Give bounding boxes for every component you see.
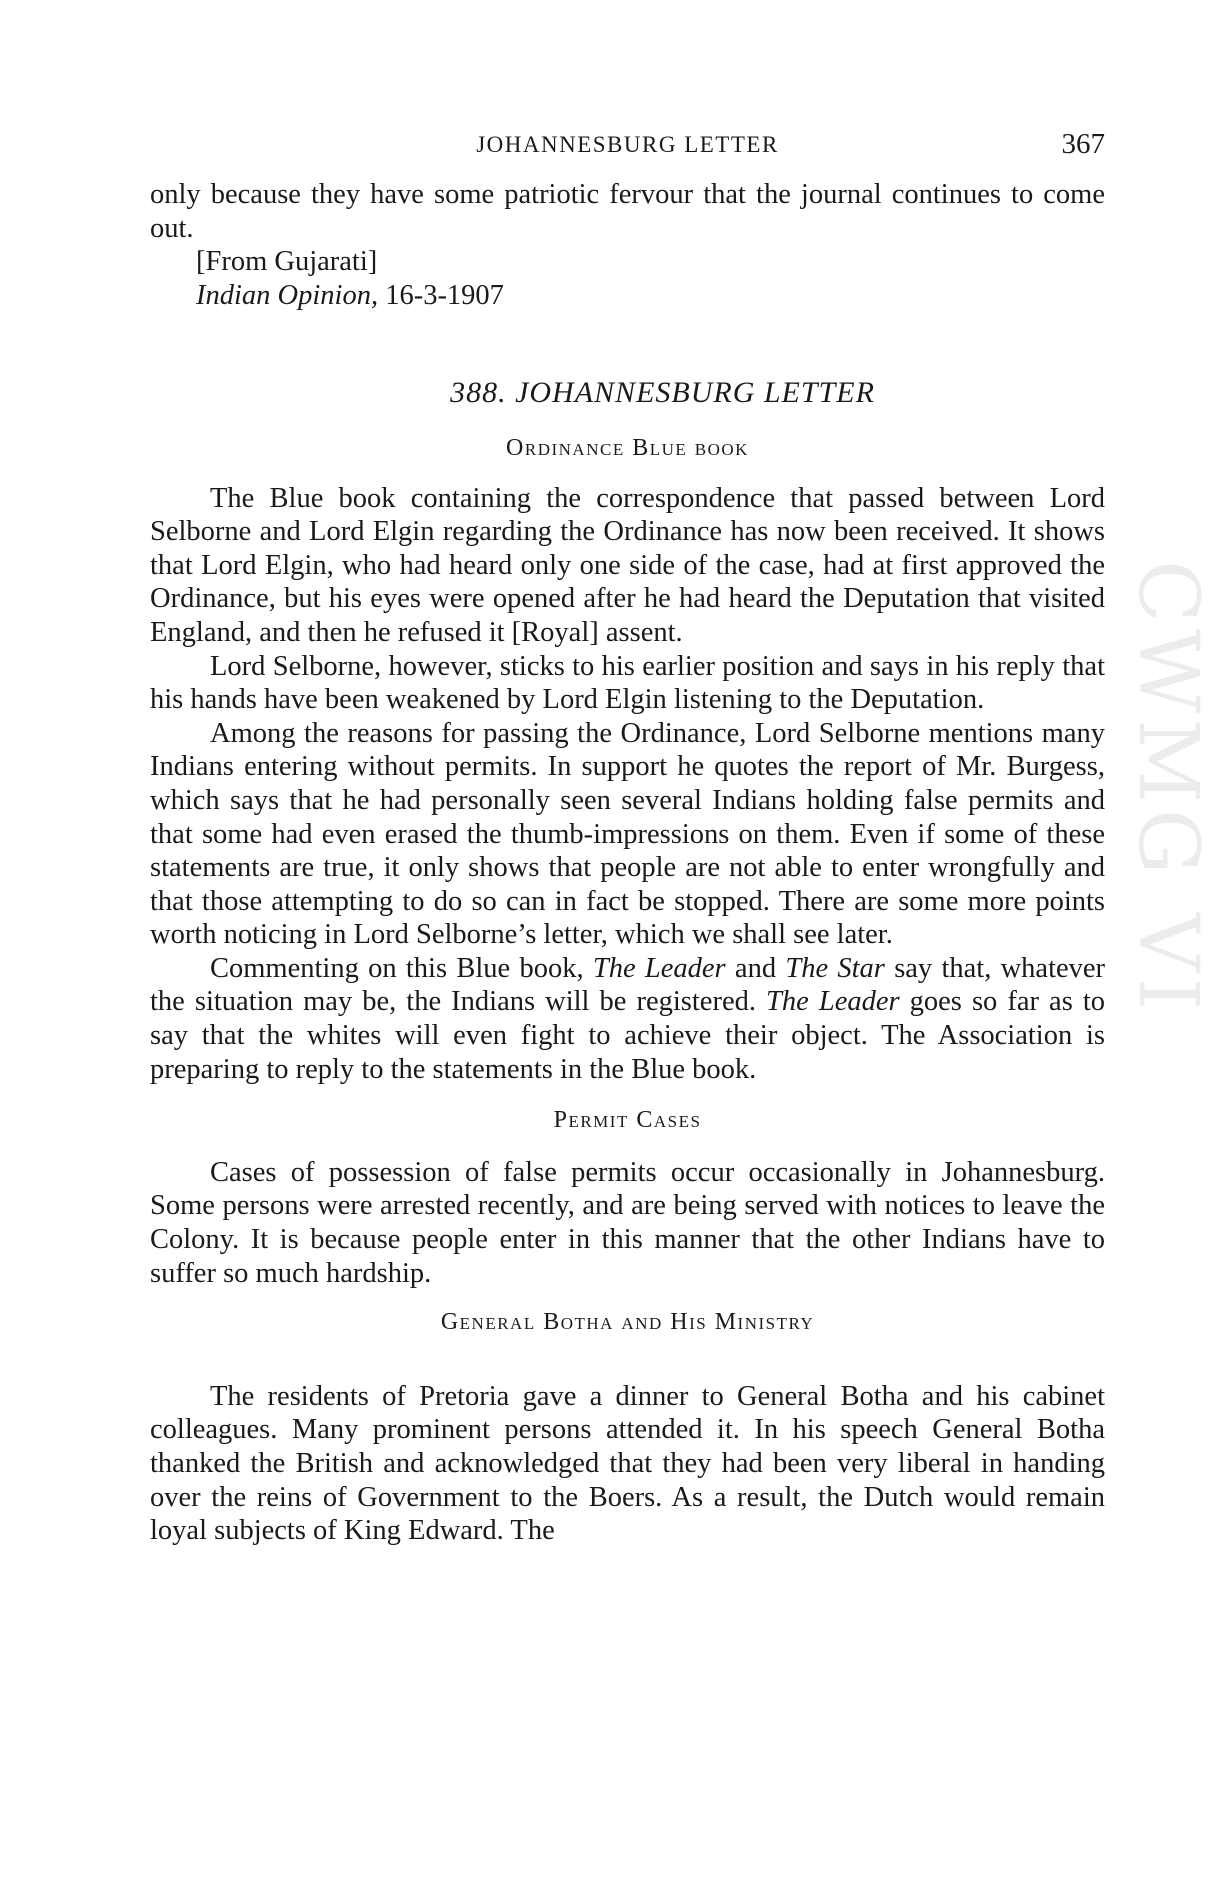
article-number: 388. xyxy=(450,376,507,410)
article-title-text: JOHANNESBURG LETTER xyxy=(515,376,875,410)
paragraph: The residents of Pretoria gave a dinner to General Botha and his cabinet colleagues. Many prominent persons attended it. In his speech General Botha thanked the British and acknowledged that they had been very liberal in handing over the reins of Government to the Boers. As a result, the Dutch would remain loyal subjects of King Edward. The xyxy=(150,1380,1105,1547)
citation-title: Indian Opinion, xyxy=(196,279,379,311)
paragraph-text: Commenting on this Blue book, xyxy=(210,952,584,984)
paragraph-text: and xyxy=(734,952,777,984)
running-head: JOHANNESBURG LETTER xyxy=(476,132,779,157)
section-heading: Permit Cases xyxy=(553,1107,702,1134)
citation-date: 16-3-1907 xyxy=(385,279,504,311)
watermark: CWMG VI xyxy=(1120,560,1215,1017)
section-heading: General Botha and His Ministry xyxy=(440,1309,815,1336)
newspaper-title: The Leader xyxy=(592,952,726,984)
paragraph: Cases of possession of false permits occur occasionally in Johannesburg. Some persons were arrested recently, and are being served with notices to leave the Colony. It is because people enter in this manner that the other Indians have to suffer so much hardship. xyxy=(150,1156,1105,1289)
page-body xyxy=(150,178,1105,1548)
citation xyxy=(150,279,1105,313)
paragraph-text: say that, whatever the situation may be, the Indians will be registered. xyxy=(150,952,1106,1018)
paragraph xyxy=(150,952,1105,1086)
paragraph-text: goes so far as to say that the whites will even fight to achieve their object. The Association is preparing to reply to the statements in the Blue book. xyxy=(150,986,1106,1085)
source-note: [From Gujarati] xyxy=(196,246,378,278)
previous-article-text: only because they have some patriotic fervour that the journal continues to come out. xyxy=(150,179,1105,244)
newspaper-title: The Star xyxy=(785,952,885,984)
paragraph: Lord Selborne, however, sticks to his earlier position and says in his reply that his hands have been weakened by Lord Elgin listening to the Deputation. xyxy=(150,650,1105,716)
paragraph: The Blue book containing the correspondence that passed between Lord Selborne and Lord Elgin regarding the Ordinance has now been received. It shows that Lord Elgin, who had heard only one side of the case, had at first approved the Ordinance, but his eyes were opened after he had heard the Deputation that visited England, and then he refused it [Royal] assent. xyxy=(150,482,1105,648)
paragraph: Among the reasons for passing the Ordinance, Lord Selborne mentions many Indians entering without permits. In support he quotes the report of Mr. Burgess, which says that he had personally seen several Indians holding false permits and that some had even erased the thumb-impressions on them. Even if some of these statements are true, it only shows that people are not able to enter wrongfully and that those attempting to do so can in fact be stopped. There are some more points worth noticing in Lord Selborne’s letter, which we shall see later. xyxy=(150,717,1105,951)
article-title xyxy=(150,376,1105,410)
newspaper-title: The Leader xyxy=(766,986,900,1018)
page-number: 367 xyxy=(1061,128,1105,160)
page-header xyxy=(150,128,1105,162)
section-heading: Ordinance Blue book xyxy=(506,434,749,461)
